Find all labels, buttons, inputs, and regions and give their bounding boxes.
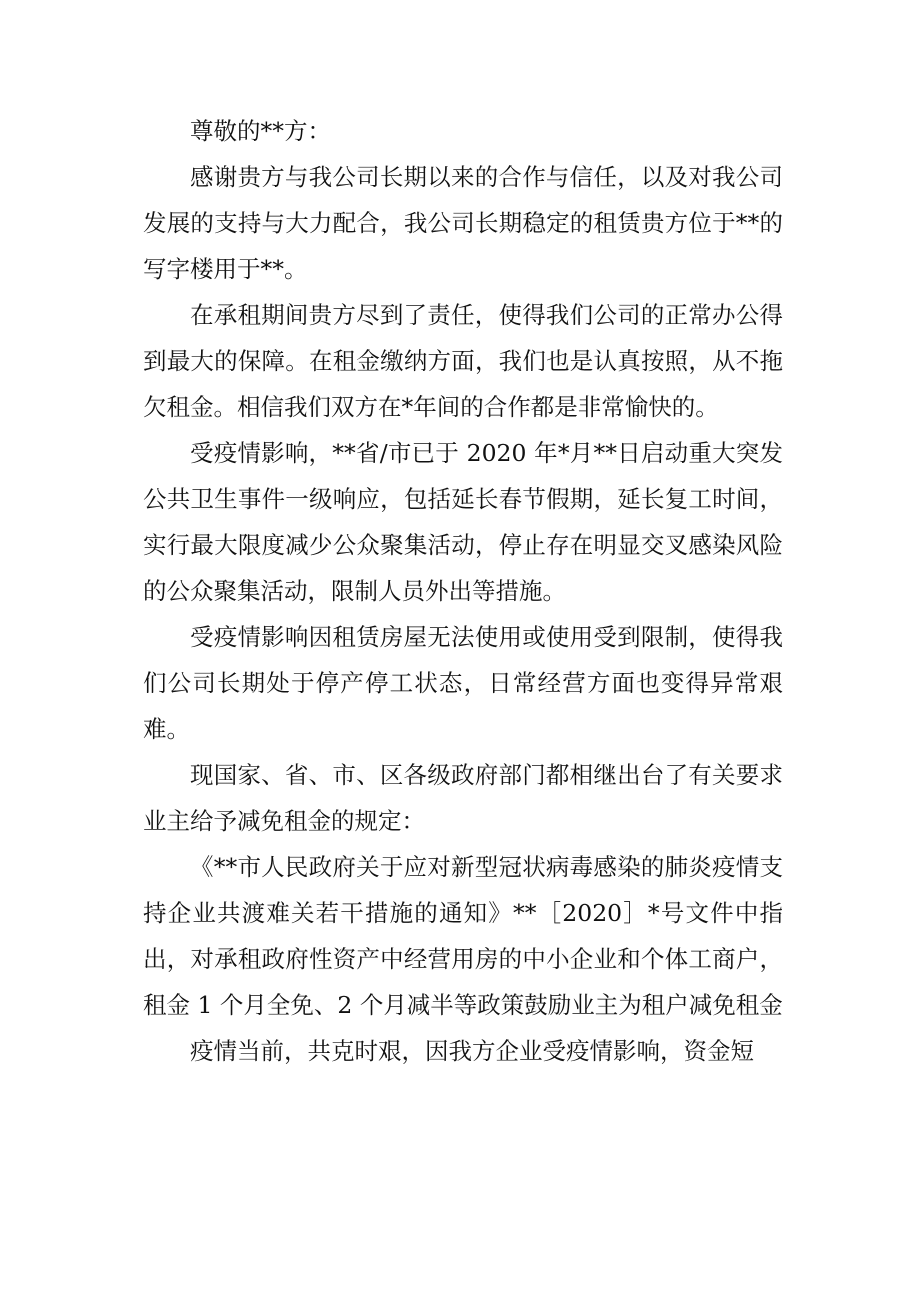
paragraph-epidemic-response: 受疫情影响，**省/市已于 2020 年*月**日启动重大突发公共卫生事件一级响应，包括延长春节假期，延长复工时间，实行最大限度减少公众聚集活动，停止存在明显交叉感染风险的公众聚集活动，限制人员外出等措施。	[143, 439, 783, 605]
paragraph-lease-period: 在承租期间贵方尽到了责任，使得我们公司的正常办公得到最大的保障。在租金缴纳方面，我们也是认真按照，从不拖欠租金。相信我们双方在*年间的合作都是非常愉快的。	[143, 301, 783, 421]
paragraph-request-start: 疫情当前，共克时艰，因我方企业受疫情影响，资金短	[190, 1037, 754, 1065]
paragraph-government-policy: 现国家、省、市、区各级政府部门都相继出台了有关要求业主给予减免租金的规定：	[143, 761, 783, 835]
paragraph-business-impact: 受疫情影响因租赁房屋无法使用或使用受到限制，使得我们公司长期处于停产停工状态，日常经营方面也变得异常艰难。	[143, 623, 783, 743]
paragraph-policy-notice: 《**市人民政府关于应对新型冠状病毒感染的肺炎疫情支持企业共渡难关若干措施的通知》**［2020］*号文件中指出，对承租政府性资产中经营用房的中小企业和个体工商户，租金 1 个月全免、2 个月减半等政策鼓励业主为租户减免租金	[143, 853, 783, 1019]
salutation: 尊敬的**方：	[190, 117, 331, 145]
paragraph-thanks: 感谢贵方与我公司长期以来的合作与信任，以及对我公司发展的支持与大力配合，我公司长期稳定的租赁贵方位于**的写字楼用于**。	[143, 163, 783, 283]
letter-body	[143, 108, 783, 1074]
